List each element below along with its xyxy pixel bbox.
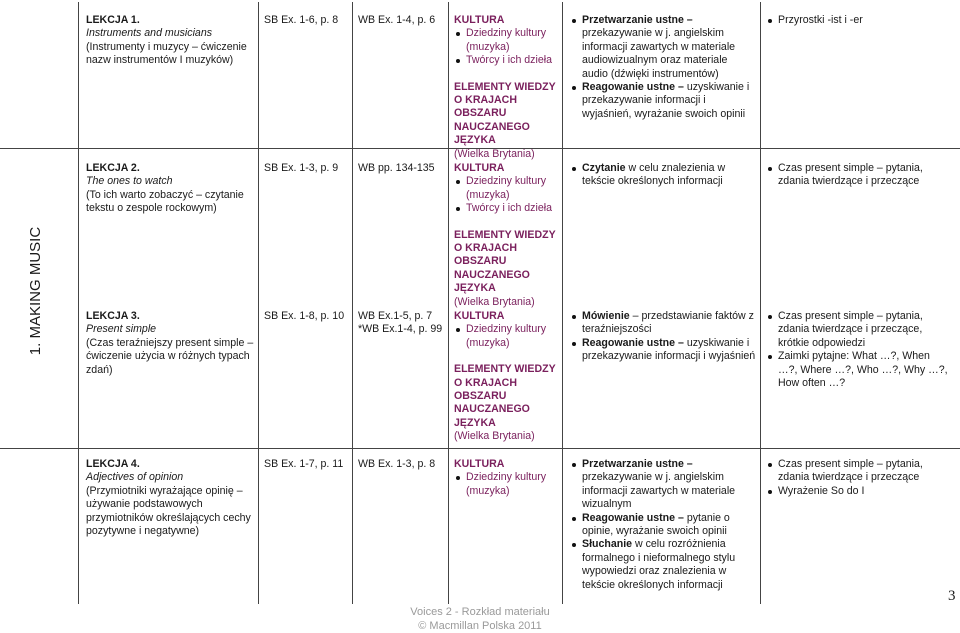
lesson-title-en: The ones to watch [86, 175, 173, 188]
wb-ref: WB pp. 134-135 [358, 162, 435, 174]
lesson-label: LEKCJA 3. [86, 310, 140, 322]
knowledge-note: (Wielka Brytania) [454, 295, 535, 308]
culture-item: Dziedziny kultury (muzyka) [454, 27, 560, 54]
grammar-item: Przyrostki -ist i -er [766, 14, 952, 27]
lesson-title-en: Instruments and musicians [86, 27, 213, 40]
skill-item: Reagowanie ustne – uzyskiwanie i przekazywanie informacji i wyjaśnień [570, 337, 756, 364]
skill-item: Przetwarzanie ustne – przekazywanie w j. angielskim informacji zawartych w materiale wizualnym [570, 458, 756, 512]
culture-heading: KULTURA [454, 310, 505, 322]
lesson-1-culture-cell [454, 14, 560, 161]
skill-item: Słuchanie w celu rozróżnienia formalnego i nieformalnego stylu wypowiedzi oraz znalezienia w tekście określonych informacji [570, 538, 756, 592]
skill-item: Reagowanie ustne – uzyskiwanie i przekazywanie informacji i wyjaśnień, wyrażanie swoich opinii [570, 81, 756, 121]
lesson-title-note: (To ich warto zobaczyć – czytanie tekstu o zespole rockowym) [86, 188, 244, 215]
culture-item: Twórcy i ich dzieła [454, 54, 560, 67]
grammar-item: Czas present simple – pytania, zdania twierdzące i przeczące, krótkie odpowiedzi [766, 310, 952, 350]
skill-item: Przetwarzanie ustne – przekazywanie w j. angielskim informacji zawartych w materiale audiowizualnym oraz materiale audio (dźwięki instrumentów) [570, 14, 756, 81]
column-divider [562, 2, 563, 604]
lesson-3-title-cell [86, 310, 254, 377]
sb-ref: SB Ex. 1-7, p. 11 [264, 458, 344, 470]
knowledge-note: (Wielka Brytania) [454, 147, 535, 160]
knowledge-heading: ELEMENTY WIEDZY O KRAJACH OBSZARU NAUCZANEGO JĘZYKA [454, 80, 556, 147]
column-divider [448, 2, 449, 604]
skill-item: Czytanie w celu znalezienia w tekście określonych informacji [570, 162, 756, 189]
footer-copyright: © Macmillan Polska 2011 [418, 620, 542, 632]
lesson-1-grammar-cell [766, 14, 952, 27]
lesson-2-culture-cell [454, 162, 560, 309]
sb-ref: SB Ex. 1-3, p. 9 [264, 162, 339, 174]
lesson-3-culture-cell [454, 310, 560, 444]
skill-item: Reagowanie ustne – pytanie o opinie, wyrażanie swoich opinii [570, 512, 756, 539]
knowledge-heading: ELEMENTY WIEDZY O KRAJACH OBSZARU NAUCZANEGO JĘZYKA [454, 228, 556, 295]
lesson-4-title-cell [86, 458, 254, 538]
wb-ref: WB Ex. 1-4, p. 6 [358, 14, 436, 26]
sb-ref: SB Ex. 1-6, p. 8 [264, 14, 339, 26]
lesson-4-grammar-cell [766, 458, 952, 498]
grammar-item: Czas present simple – pytania, zdania twierdzące i przeczące [766, 458, 952, 485]
lesson-3-grammar-cell [766, 310, 952, 390]
unit-title: 1. MAKING MUSIC [27, 226, 44, 356]
column-divider [78, 2, 79, 604]
knowledge-heading: ELEMENTY WIEDZY O KRAJACH OBSZARU NAUCZANEGO JĘZYKA [454, 363, 556, 429]
wb-ref: WB Ex. 1-3, p. 8 [358, 458, 436, 470]
lesson-2-title-cell [86, 162, 254, 216]
lesson-title-note: (Czas teraźniejszy present simple – ćwiczenie użycia w różnych typach zdań) [86, 336, 254, 376]
lesson-2-skills-cell [570, 162, 756, 189]
column-divider [258, 2, 259, 604]
grammar-item: Czas present simple – pytania, zdania twierdzące i przeczące [766, 162, 952, 189]
footer-title: Voices 2 - Rozkład materiału [410, 606, 550, 618]
sb-ref: SB Ex. 1-8, p. 10 [264, 310, 345, 322]
lesson-label: LEKCJA 4. [86, 458, 140, 470]
lesson-4-culture-cell [454, 458, 560, 498]
culture-heading: KULTURA [454, 14, 505, 26]
wb-ref: WB Ex.1-5, p. 7 [358, 310, 433, 322]
grammar-item: Zaimki pytajne: What …?, When …?, Where …?, Who …?, Why …?, How often …? [766, 350, 952, 390]
lesson-1-title-cell [86, 14, 254, 68]
culture-heading: KULTURA [454, 162, 505, 174]
column-divider [352, 2, 353, 604]
lesson-label: LEKCJA 2. [86, 162, 140, 174]
culture-item: Dziedziny kultury (muzyka) [454, 175, 560, 202]
skill-item: Mówienie – przedstawianie faktów z teraźniejszości [570, 310, 756, 337]
lesson-title-note: (Przymiotniki wyrażające opinię – używanie podstawowych przymiotników określających cechy pozytywne i negatywne) [86, 484, 251, 538]
lesson-1-skills-cell [570, 14, 756, 121]
row-divider [0, 448, 960, 449]
lesson-label: LEKCJA 1. [86, 14, 140, 26]
lesson-title-en: Adjectives of opinion [86, 471, 184, 484]
culture-heading: KULTURA [454, 458, 505, 470]
culture-item: Twórcy i ich dzieła [454, 202, 560, 215]
lesson-title-en: Present simple [86, 323, 157, 336]
grammar-item: Wyrażenie So do I [766, 485, 952, 498]
lesson-2-grammar-cell [766, 162, 952, 189]
column-divider [760, 2, 761, 604]
culture-item: Dziedziny kultury (muzyka) [454, 471, 560, 498]
lesson-4-skills-cell [570, 458, 756, 592]
lesson-3-skills-cell [570, 310, 756, 364]
wb-ref-extra: *WB Ex.1-4, p. 99 [358, 323, 443, 336]
page-number: 3 [948, 588, 956, 604]
knowledge-note: (Wielka Brytania) [454, 430, 535, 443]
culture-item: Dziedziny kultury (muzyka) [454, 323, 560, 350]
lesson-title-note: (Instrumenty i muzycy – ćwiczenie nazw instrumentów I muzyków) [86, 40, 247, 67]
wb-ref-group [358, 310, 446, 337]
